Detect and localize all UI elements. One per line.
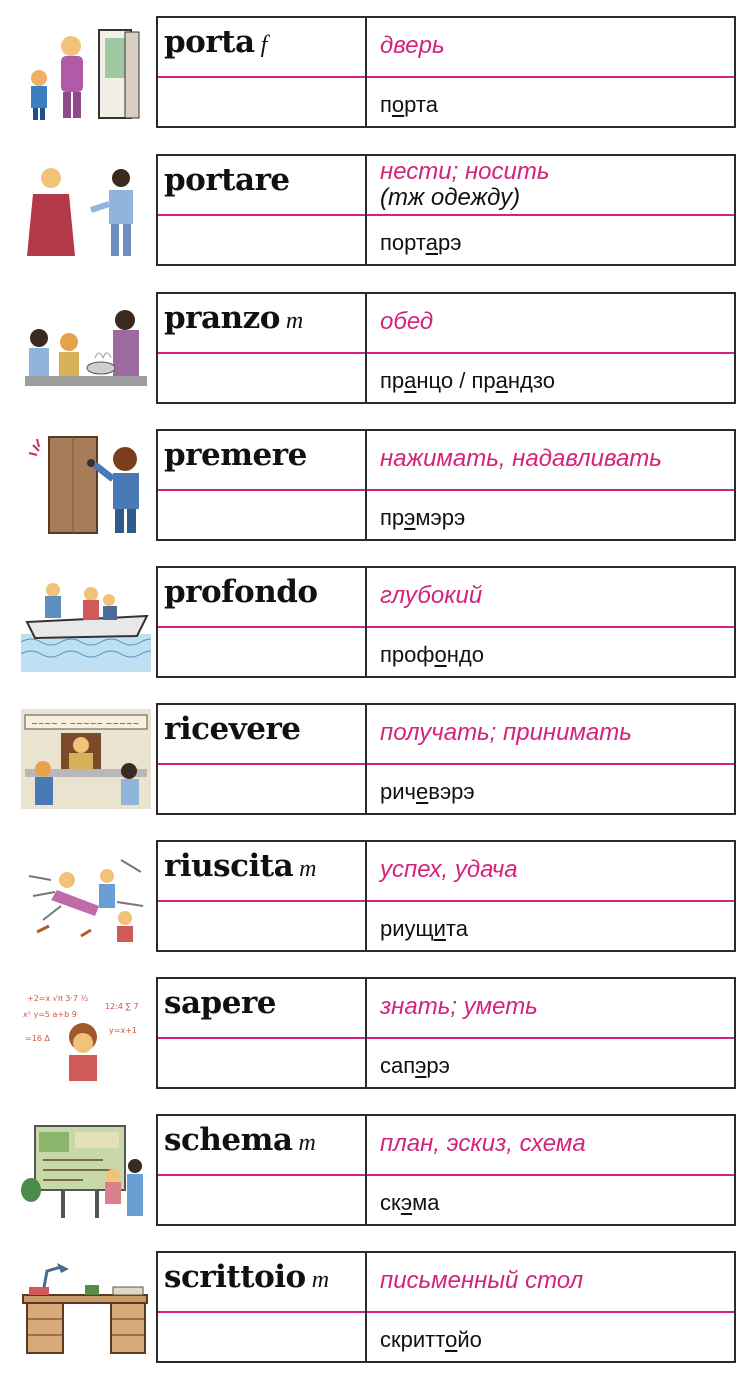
reception-scene-illustration (18, 703, 154, 815)
word-text: portare (164, 162, 290, 198)
svg-text:=16 Δ: =16 Δ (25, 1034, 50, 1043)
stressed-vowel: а (495, 368, 508, 393)
svg-text:y=x+1: y=x+1 (109, 1026, 137, 1035)
russian-translation: письменный стол (380, 1267, 584, 1294)
entry-card (156, 703, 736, 815)
pronunciation-part: скритт (380, 1327, 446, 1352)
svg-text:~~~~ ~ ~~~~~ ~~~~~: ~~~~ ~ ~~~~~ ~~~~~ (31, 719, 140, 728)
gender-marker: f (260, 32, 267, 58)
pronunciation-part: вэрэ (428, 779, 475, 804)
vocabulary-entry (0, 16, 736, 128)
stressed-vowel: а (425, 230, 438, 255)
russian-translation: план, эскиз, схема (380, 1130, 586, 1157)
word-text: pranzo (164, 300, 280, 336)
flying-scene-illustration (18, 840, 154, 952)
column-divider (365, 1116, 367, 1224)
pronunciation-part: проф (380, 642, 435, 667)
pronunciation-part: пр (380, 368, 405, 393)
entry-card (156, 292, 736, 404)
word-text: riuscita (164, 848, 294, 884)
pronunciation (380, 230, 461, 256)
svg-text:+2=x √π 3·7 ½: +2=x √π 3·7 ½ (27, 994, 89, 1003)
column-divider (365, 431, 367, 539)
word-text: sapere (164, 985, 276, 1021)
vocabulary-entry (0, 1114, 736, 1226)
pronunciation-part: та (445, 916, 468, 941)
pronunciation-part: нцо / пр (416, 368, 496, 393)
russian-translation: дверь (380, 32, 445, 59)
word-text: ricevere (164, 711, 301, 747)
word-text: scrittoio (164, 1259, 306, 1295)
pronunciation-part: порт (380, 230, 426, 255)
vocabulary-entry (0, 977, 736, 1089)
vocabulary-entry (0, 840, 736, 952)
pronunciation-part: йо (457, 1327, 482, 1352)
entry-card (156, 840, 736, 952)
gender-marker: m (311, 1267, 329, 1293)
doorbell-scene-illustration (18, 429, 154, 541)
column-divider (365, 842, 367, 950)
svg-text:x² y=5 a+b 9: x² y=5 a+b 9 (23, 1010, 77, 1019)
pronunciation-part: сап (380, 1053, 416, 1078)
italian-word (164, 300, 303, 336)
italian-word (164, 1122, 315, 1158)
word-text: profondo (164, 574, 318, 610)
column-divider (365, 568, 367, 676)
coat-scene-illustration (18, 154, 154, 266)
vocabulary-entry (0, 154, 736, 266)
pronunciation-part: рич (380, 779, 416, 804)
russian-translation: получать; принимать (380, 719, 632, 746)
italian-word (164, 437, 307, 473)
vocabulary-entry (0, 566, 736, 678)
entry-card (156, 154, 736, 266)
russian-translation: глубокий (380, 582, 483, 609)
stressed-vowel: е (416, 779, 429, 804)
entry-card (156, 16, 736, 128)
gender-marker: m (298, 1130, 316, 1156)
pronunciation (380, 916, 468, 942)
pronunciation (380, 505, 465, 531)
stressed-vowel: о (434, 642, 447, 667)
vocabulary-entry (0, 703, 736, 815)
entry-card (156, 977, 736, 1089)
stressed-vowel: а (404, 368, 417, 393)
column-divider (365, 156, 367, 264)
italian-word (164, 1259, 329, 1295)
map-board-illustration (18, 1114, 154, 1226)
desk-illustration (18, 1251, 154, 1363)
column-divider (365, 294, 367, 402)
stressed-vowel: о (391, 92, 405, 117)
boat-scene-illustration (18, 566, 154, 678)
italian-word (164, 574, 318, 610)
pronunciation (380, 642, 484, 668)
russian-translation: знать; уметь (380, 993, 538, 1020)
pronunciation-part: пр (380, 505, 405, 530)
pronunciation-part: п (380, 92, 392, 117)
gender-marker: m (285, 308, 303, 334)
russian-translation: нажимать, надавливать (380, 445, 662, 472)
stressed-vowel: и (433, 916, 446, 941)
pronunciation-part: мэрэ (415, 505, 466, 530)
pronunciation-part: рта (404, 92, 438, 117)
pronunciation (380, 1190, 439, 1216)
italian-word (164, 711, 301, 747)
pronunciation (380, 1053, 450, 1079)
pronunciation (380, 779, 475, 805)
russian-translation: нести; носить (380, 158, 550, 185)
russian-translation: обед (380, 308, 434, 335)
translation-note: (тж одежду) (380, 184, 521, 211)
italian-word (164, 162, 290, 198)
vocabulary-entry (0, 292, 736, 404)
stressed-vowel: э (400, 1190, 413, 1215)
italian-word (164, 985, 276, 1021)
pronunciation-part: ндо (446, 642, 484, 667)
entry-card (156, 566, 736, 678)
svg-text:12:4 ∑ 7: 12:4 ∑ 7 (105, 1002, 139, 1011)
entry-card (156, 429, 736, 541)
column-divider (365, 18, 367, 126)
pronunciation-part: ма (412, 1190, 440, 1215)
vocabulary-entry (0, 1251, 736, 1363)
russian-translation: успех, удача (380, 856, 518, 883)
entry-card (156, 1114, 736, 1226)
column-divider (365, 979, 367, 1087)
italian-word (164, 24, 267, 60)
gender-marker: m (299, 856, 317, 882)
pronunciation-part: риущ (380, 916, 434, 941)
word-text: schema (164, 1122, 293, 1158)
stressed-vowel: э (404, 505, 416, 530)
pronunciation-part: рэ (426, 1053, 450, 1078)
door-scene-illustration (18, 16, 154, 128)
word-text: premere (164, 437, 307, 473)
vocabulary-entry (0, 429, 736, 541)
pronunciation-part: ск (380, 1190, 401, 1215)
thinking-boy-illustration (18, 977, 154, 1089)
pronunciation-part: рэ (437, 230, 462, 255)
pronunciation (380, 1327, 482, 1353)
pronunciation (380, 368, 555, 394)
column-divider (365, 705, 367, 813)
lunch-scene-illustration (18, 292, 154, 404)
italian-word (164, 848, 316, 884)
column-divider (365, 1253, 367, 1361)
pronunciation (380, 92, 438, 118)
entry-card (156, 1251, 736, 1363)
stressed-vowel: о (445, 1327, 458, 1352)
pronunciation-part: ндзо (507, 368, 555, 393)
word-text: porta (164, 24, 255, 60)
stressed-vowel: э (415, 1053, 427, 1078)
